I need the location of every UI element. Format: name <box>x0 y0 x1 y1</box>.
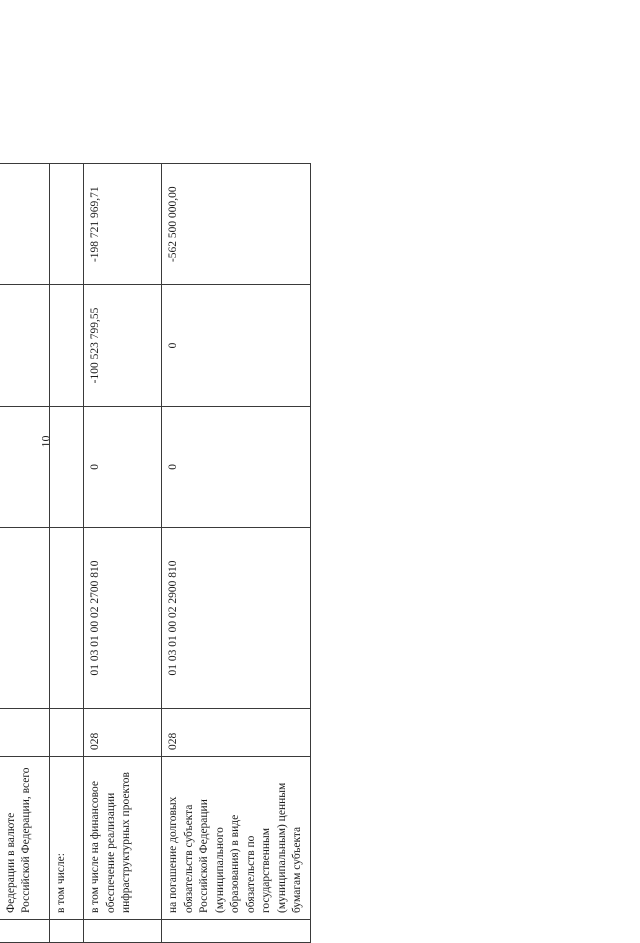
admin-code-cell: 028 <box>84 709 162 757</box>
value-cell <box>50 285 84 406</box>
value-cell: 0 <box>162 285 311 406</box>
value-cell <box>0 164 50 285</box>
row-name-cell: в том числе на финансовое обеспечение реализации инфраструктурных проектов <box>84 757 162 920</box>
value-cell <box>50 164 84 285</box>
admin-code-cell <box>50 709 84 757</box>
row-number-cell <box>162 920 311 943</box>
classification-code-cell: 01 03 01 00 02 2700 810 <box>84 528 162 709</box>
classification-code-cell <box>50 528 84 709</box>
classification-code-cell <box>0 528 50 709</box>
value-cell: -198 721 969,71 <box>84 164 162 285</box>
value-cell <box>50 406 84 527</box>
table-row <box>84 164 162 943</box>
table-row <box>162 164 311 943</box>
value-cell: -562 500 000,00 <box>162 164 311 285</box>
value-cell <box>0 285 50 406</box>
row-number-cell <box>50 920 84 943</box>
value-cell: -100 523 799,55 <box>84 285 162 406</box>
admin-code-cell: 028 <box>162 709 311 757</box>
table-row <box>0 164 50 943</box>
budget-table-container <box>0 163 303 943</box>
row-name-cell: на погашение долговых обязательств субъекта Российской Федерации (муниципального образования) в виде обязательств по государственным (муниципальным) ценным бумагам субъекта <box>162 757 311 920</box>
value-cell <box>0 406 50 527</box>
page-number: 10 <box>38 435 53 448</box>
value-cell: 0 <box>162 406 311 527</box>
admin-code-cell <box>0 709 50 757</box>
row-name-cell: Федерации в валюте Российской Федерации, всего <box>0 757 50 920</box>
row-number-cell <box>0 920 50 943</box>
row-name-cell: в том числе: <box>50 757 84 920</box>
classification-code-cell: 01 03 01 00 02 2900 810 <box>162 528 311 709</box>
budget-table <box>0 163 311 943</box>
row-number-cell <box>84 920 162 943</box>
table-row <box>50 164 84 943</box>
value-cell: 0 <box>84 406 162 527</box>
